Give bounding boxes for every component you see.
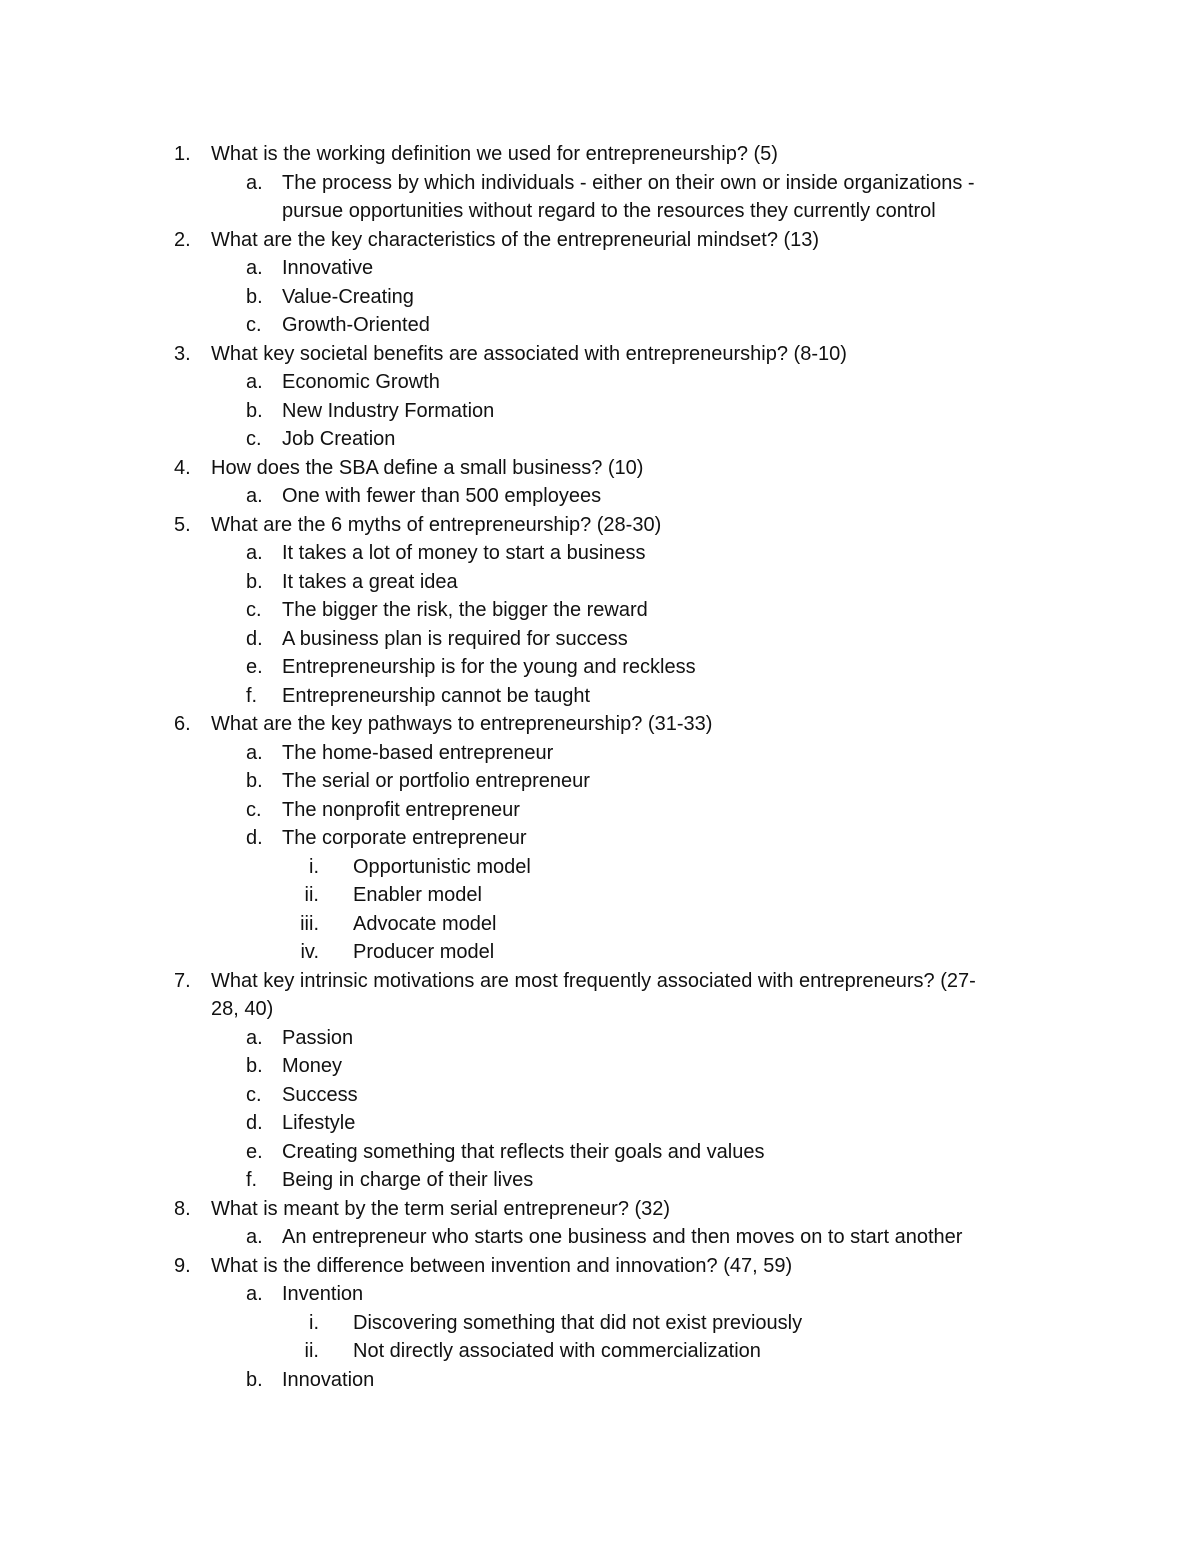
list-text: Being in charge of their lives xyxy=(282,1169,534,1191)
list-marker: ii. xyxy=(304,884,319,906)
list-marker: i. xyxy=(309,1311,319,1334)
list-marker: a. xyxy=(246,371,263,393)
list-marker: c. xyxy=(246,599,262,621)
answer-item xyxy=(0,311,1200,340)
list-marker: 5. xyxy=(174,513,191,536)
list-text: Enabler model xyxy=(353,884,482,906)
list-text: Value-Creating xyxy=(282,285,414,308)
answer-item xyxy=(0,1366,1200,1395)
list-marker: 1. xyxy=(174,143,191,165)
list-marker: b. xyxy=(246,1055,263,1077)
list-marker: b. xyxy=(246,1368,263,1391)
list-marker: iv. xyxy=(300,941,319,963)
question-item xyxy=(0,226,1200,255)
answer-item xyxy=(0,254,1200,283)
list-marker: i. xyxy=(309,855,319,878)
list-marker: 7. xyxy=(174,969,191,992)
answer-item xyxy=(0,767,1200,796)
list-marker: 2. xyxy=(174,228,191,251)
list-marker: 6. xyxy=(174,713,191,735)
sub-answer-item xyxy=(0,1309,1200,1338)
answer-item xyxy=(0,596,1200,625)
list-text: Opportunistic model xyxy=(353,855,531,878)
list-text: 28, 40) xyxy=(211,998,274,1020)
list-text: Innovation xyxy=(282,1368,375,1391)
list-text: Entrepreneurship cannot be taught xyxy=(282,684,590,707)
list-text: The serial or portfolio entrepreneur xyxy=(282,770,590,792)
answer-item xyxy=(0,568,1200,597)
list-text: What are the 6 myths of entrepreneurship? (28-30) xyxy=(211,513,662,536)
question-item xyxy=(0,1195,1200,1224)
document-outline xyxy=(0,140,1200,1394)
list-text: What is the difference between invention and innovation? (47, 59) xyxy=(211,1254,793,1277)
answer-item xyxy=(0,397,1200,426)
list-marker: a. xyxy=(246,485,263,507)
list-text: A business plan is required for success xyxy=(282,627,628,650)
answer-item xyxy=(0,739,1200,768)
list-marker: a. xyxy=(246,741,263,764)
list-marker: 3. xyxy=(174,342,191,365)
answer-continuation xyxy=(0,197,1200,226)
list-text: One with fewer than 500 employees xyxy=(282,485,602,507)
list-text: It takes a lot of money to start a business xyxy=(282,542,646,564)
question-item xyxy=(0,1252,1200,1281)
list-marker: b. xyxy=(246,770,263,792)
list-marker: a. xyxy=(246,171,263,194)
list-text: It takes a great idea xyxy=(282,570,458,593)
list-marker: e. xyxy=(246,656,263,678)
answer-item xyxy=(0,539,1200,568)
list-text: Money xyxy=(282,1055,343,1077)
answer-item xyxy=(0,1081,1200,1110)
list-marker: iii. xyxy=(300,912,319,935)
list-text: Innovative xyxy=(282,257,374,279)
list-marker: 8. xyxy=(174,1197,191,1220)
list-marker: a. xyxy=(246,257,263,279)
answer-item xyxy=(0,682,1200,711)
list-text: What is the working definition we used for entrepreneurship? (5) xyxy=(211,143,778,165)
answer-item xyxy=(0,1223,1200,1252)
list-marker: a. xyxy=(246,1026,263,1049)
answer-item xyxy=(0,1052,1200,1081)
sub-answer-item xyxy=(0,881,1200,910)
list-marker: c. xyxy=(246,1083,262,1106)
answer-item xyxy=(0,169,1200,198)
list-text: Discovering something that did not exist previously xyxy=(353,1311,803,1334)
sub-answer-item xyxy=(0,938,1200,967)
list-text: Creating something that reflects their goals and values xyxy=(282,1140,765,1163)
sub-answer-item xyxy=(0,853,1200,882)
question-item xyxy=(0,454,1200,483)
list-marker: 4. xyxy=(174,456,191,479)
list-marker: d. xyxy=(246,1112,263,1134)
answer-item xyxy=(0,368,1200,397)
list-marker: b. xyxy=(246,570,263,593)
question-item xyxy=(0,140,1200,169)
list-marker: 9. xyxy=(174,1254,191,1277)
answer-item xyxy=(0,1280,1200,1309)
list-text: Producer model xyxy=(353,941,495,963)
answer-item xyxy=(0,796,1200,825)
answer-item xyxy=(0,425,1200,454)
list-marker: d. xyxy=(246,627,263,650)
list-marker: c. xyxy=(246,798,262,821)
answer-item xyxy=(0,1109,1200,1138)
list-marker: f. xyxy=(246,684,258,707)
list-marker: c. xyxy=(246,314,262,336)
list-text: The nonprofit entrepreneur xyxy=(282,798,520,821)
sub-answer-item xyxy=(0,910,1200,939)
answer-item xyxy=(0,482,1200,511)
list-marker: b. xyxy=(246,285,263,308)
list-marker: ii. xyxy=(304,1340,319,1362)
list-text: Not directly associated with commercialization xyxy=(353,1340,761,1362)
list-text: Lifestyle xyxy=(282,1112,356,1134)
list-text: What key intrinsic motivations are most frequently associated with entrepreneurs? (27- xyxy=(211,969,976,992)
list-text: The bigger the risk, the bigger the reward xyxy=(282,599,648,621)
list-text: Job Creation xyxy=(282,428,396,450)
list-text: Passion xyxy=(282,1026,354,1049)
list-text: The process by which individuals - either on their own or inside organizations - xyxy=(282,171,975,194)
answer-item xyxy=(0,625,1200,654)
question-item xyxy=(0,511,1200,540)
sub-answer-item xyxy=(0,1337,1200,1366)
answer-item xyxy=(0,1166,1200,1195)
list-text: pursue opportunities without regard to the resources they currently control xyxy=(282,200,936,222)
list-marker: d. xyxy=(246,827,263,849)
list-text: The home-based entrepreneur xyxy=(282,741,554,764)
list-marker: a. xyxy=(246,1226,263,1248)
list-marker: c. xyxy=(246,428,262,450)
list-text: What key societal benefits are associated with entrepreneurship? (8-10) xyxy=(211,342,847,365)
list-marker: e. xyxy=(246,1140,263,1163)
answer-item xyxy=(0,1024,1200,1053)
list-text: Entrepreneurship is for the young and reckless xyxy=(282,656,696,678)
question-item xyxy=(0,710,1200,739)
list-text: How does the SBA define a small business? (10) xyxy=(211,456,644,479)
list-text: Economic Growth xyxy=(282,371,440,393)
list-text: What are the key pathways to entrepreneurship? (31-33) xyxy=(211,713,713,735)
answer-item xyxy=(0,824,1200,853)
list-text: What is meant by the term serial entrepreneur? (32) xyxy=(211,1197,671,1220)
question-item xyxy=(0,967,1200,996)
list-text: New Industry Formation xyxy=(282,399,495,422)
list-marker: f. xyxy=(246,1169,258,1191)
list-text: Invention xyxy=(282,1283,364,1305)
question-item xyxy=(0,340,1200,369)
list-text: What are the key characteristics of the entrepreneurial mindset? (13) xyxy=(211,228,820,251)
answer-item xyxy=(0,283,1200,312)
list-marker: a. xyxy=(246,542,263,564)
question-continuation xyxy=(0,995,1200,1024)
list-text: Growth-Oriented xyxy=(282,314,430,336)
list-marker: a. xyxy=(246,1283,263,1305)
answer-item xyxy=(0,653,1200,682)
list-text: The corporate entrepreneur xyxy=(282,827,527,849)
answer-item xyxy=(0,1138,1200,1167)
list-text: Advocate model xyxy=(353,912,497,935)
list-text: Success xyxy=(282,1083,358,1106)
list-marker: b. xyxy=(246,399,263,422)
list-text: An entrepreneur who starts one business and then moves on to start another xyxy=(282,1226,963,1248)
